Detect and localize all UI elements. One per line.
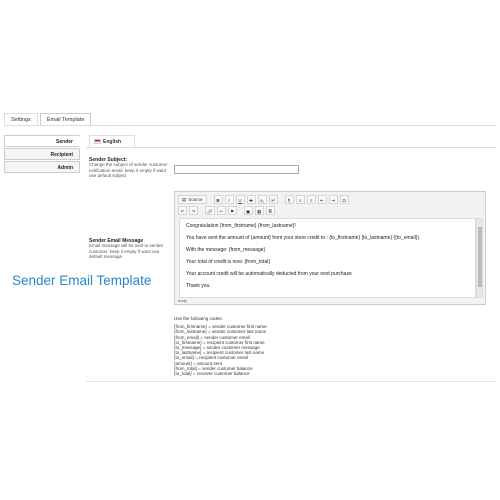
message-label: Sender Email Message — [89, 238, 144, 244]
language-tab[interactable] — [89, 135, 135, 147]
editor-content[interactable] — [179, 218, 476, 298]
table-button[interactable]: ▦ — [255, 206, 264, 215]
variable-code: {from_email} = sender customer email — [174, 334, 250, 340]
variable-codes-heading: Use the following codes: — [174, 316, 223, 321]
subject-label: Sender Subject: — [89, 157, 128, 163]
subscript-button[interactable]: x₂ — [258, 195, 267, 204]
variable-code: {amount} = amount sent — [174, 360, 222, 366]
editor-line: With the message: {from_message} — [186, 247, 266, 253]
bold-button[interactable]: B — [214, 195, 223, 204]
superscript-button[interactable]: x² — [269, 195, 278, 204]
caption-label: Sender Email Template — [12, 273, 152, 288]
scrollbar-thumb[interactable] — [478, 227, 482, 287]
editor-line: Your total of credit is now: {from_total} — [186, 259, 271, 265]
rich-text-editor — [174, 191, 486, 305]
italic-button[interactable]: I — [225, 195, 234, 204]
nav-item-recipient[interactable]: Recipient — [4, 148, 80, 160]
strike-button[interactable]: S — [247, 195, 256, 204]
source-button[interactable] — [178, 195, 207, 204]
editor-line: Congratulation {from_firstname} {from_lastname}! — [186, 223, 296, 229]
underline-button[interactable]: U — [236, 195, 245, 204]
variable-code: {from_firstname} = sender customer first name — [174, 324, 267, 330]
tabs-divider — [4, 125, 496, 126]
redo-button[interactable]: ↷ — [189, 206, 198, 215]
editor-toolbar-row-2 — [178, 206, 275, 216]
variable-code: {to_message} = sender customer message — [174, 345, 260, 351]
section-divider — [86, 381, 496, 382]
variable-code: {to_total} = receiver customer balance — [174, 371, 250, 377]
undo-button[interactable]: ↶ — [178, 206, 187, 215]
language-label: English — [103, 138, 122, 145]
outdent-button[interactable]: ⇤ — [318, 195, 327, 204]
message-help: Email message will be sent to sender customer. keep it empty if want use default message. — [89, 243, 164, 259]
variable-code: {to_firstname} = recipient customer first name — [174, 339, 265, 345]
tab-settings[interactable]: Settings — [4, 113, 38, 125]
variable-code: {to_email} = recipient customer email — [174, 355, 248, 361]
horizontal-rule-button[interactable]: ≣ — [266, 206, 275, 215]
editor-status-path[interactable]: body — [178, 298, 187, 303]
left-nav — [4, 135, 80, 174]
tab-email-template[interactable]: Email Template — [40, 113, 92, 125]
editor-line: Your account credit will be automatically deducted from your next purchase — [186, 271, 352, 277]
unlink-button[interactable]: ✂ — [217, 206, 226, 215]
source-label: Source — [188, 197, 203, 202]
nav-item-sender[interactable]: Sender — [4, 135, 80, 147]
variable-code: {to_lastname} = recipient customer last name — [174, 350, 265, 356]
paragraph-button[interactable]: ¶ — [285, 195, 294, 204]
indent-button[interactable]: ⇥ — [329, 195, 338, 204]
subject-input[interactable] — [174, 165, 299, 174]
link-button[interactable]: 🔗 — [205, 206, 215, 215]
editor-line: You have sent the amount of {amount} from your store credit to : {to_firstname} {to_lastname} ({to_email}). — [186, 235, 421, 241]
language-divider — [86, 147, 496, 148]
numbered-list-button[interactable]: ≡ — [296, 195, 305, 204]
nav-item-admin[interactable]: Admin — [4, 161, 80, 173]
editor-toolbar-row-1 — [178, 195, 349, 205]
flag-icon — [94, 139, 101, 144]
editor-line: Thank you. — [186, 283, 211, 289]
anchor-button[interactable]: ⚑ — [228, 206, 237, 215]
variable-code: {from_lastname} = sender customer last name — [174, 329, 267, 335]
bulleted-list-button[interactable]: ≡ — [307, 195, 316, 204]
subject-help: Change the subject of sender customer notification email. keep it empty if want use default subject — [89, 162, 168, 178]
special-char-button[interactable]: Ω — [340, 195, 349, 204]
variable-code: {from_total} = sender customer balance — [174, 365, 253, 371]
variable-codes — [174, 316, 267, 376]
top-tabs — [4, 113, 93, 125]
source-icon: ▤ — [182, 197, 187, 202]
editor-scrollbar[interactable] — [476, 218, 483, 298]
image-button[interactable]: ▣ — [244, 206, 253, 215]
